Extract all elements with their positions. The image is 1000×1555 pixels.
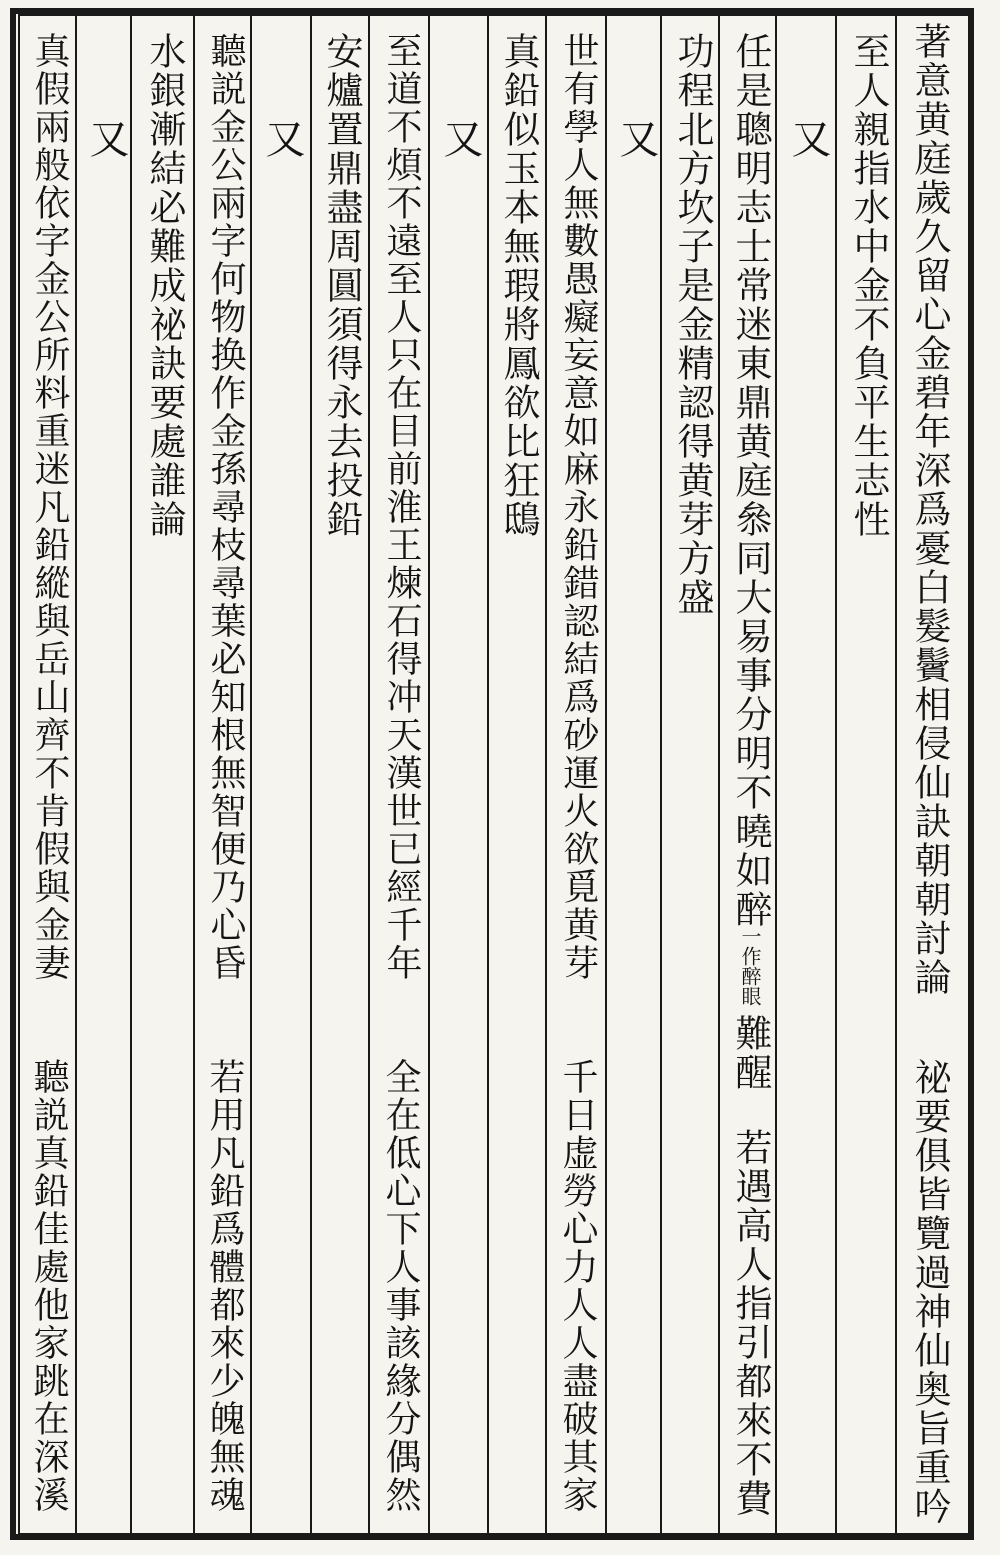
text-column-8 xyxy=(490,18,546,1533)
verse-line: 全在低心下人事該緣分偶然 xyxy=(380,1058,421,1514)
text-column-11 xyxy=(313,18,369,1533)
verse-line: 真鉛似玉本無瑕將鳳欲比狂鴟 xyxy=(497,32,540,539)
verse-line: 千日虚勞心力人人盡破其家 xyxy=(557,1058,598,1514)
text-column-15 xyxy=(78,18,134,1533)
verse-line: 水銀漸結必難成祕訣要處誰論 xyxy=(143,32,186,539)
poem-marker: 又 xyxy=(437,118,483,158)
text-column-6 xyxy=(608,18,664,1533)
verse-line: 若用凡鉛爲體都來少魄無魂 xyxy=(204,1058,245,1514)
text-column-4 xyxy=(722,18,778,1533)
text-column-7 xyxy=(549,18,605,1533)
verse-line: 功程北方坎子是金精認得黄芽方盛 xyxy=(671,32,714,617)
text-column-1 xyxy=(900,18,956,1533)
verse-line: 祕要俱皆覽過神仙奥旨重吟 xyxy=(908,1058,951,1526)
poem-marker: 又 xyxy=(613,118,659,158)
verse-line: 著意黄庭歲久留心金碧年深爲憂白髮鬢相侵仙訣朝朝討論 xyxy=(908,22,951,997)
text-column-3 xyxy=(780,18,836,1533)
text-column-2 xyxy=(840,18,896,1533)
verse-line: 任是聰明志士常迷東鼎黄庭叅同大易事分明不曉如醉 xyxy=(729,32,772,929)
text-column-9 xyxy=(432,18,488,1533)
verse-line: 至道不煩不遠至人只在目前淮王煉石得冲天漢世已經千年 xyxy=(381,32,422,982)
verse-line: 難醒 xyxy=(729,1014,772,1092)
annotation-note: 一作醉眼 xyxy=(738,926,762,1006)
verse-line: 真假兩般依字金公所料重迷凡鉛縱與岳山齊不肯假與金妻 xyxy=(29,32,70,982)
column-rule xyxy=(193,16,195,1533)
poem-marker: 又 xyxy=(785,118,831,158)
poem-marker: 又 xyxy=(259,118,305,158)
verse-line: 聽説真鉛佳處他家跳在深溪 xyxy=(28,1058,69,1514)
verse-line: 若遇高人指引都來不費 xyxy=(729,1128,772,1518)
text-column-10 xyxy=(372,18,428,1533)
column-rule xyxy=(605,16,607,1533)
verse-line: 至人親指水中金不負平生志性 xyxy=(847,32,890,539)
text-column-13 xyxy=(196,18,252,1533)
verse-line: 聽説金公兩字何物换作金孫尋枝尋葉必知根無智便乃心昏 xyxy=(205,32,246,982)
verse-line: 世有學人無數愚癡妄意如麻永鉛錯認結爲砂運火欲覓黄芽 xyxy=(558,32,599,982)
column-rule xyxy=(428,16,430,1533)
text-column-16 xyxy=(20,18,76,1533)
verse-line: 安爐置鼎盡周圓須得永去投鉛 xyxy=(320,32,363,539)
text-column-12 xyxy=(254,18,310,1533)
text-column-5 xyxy=(664,18,720,1533)
column-rule xyxy=(310,16,312,1533)
text-column-14 xyxy=(136,18,192,1533)
poem-marker: 又 xyxy=(83,118,129,158)
